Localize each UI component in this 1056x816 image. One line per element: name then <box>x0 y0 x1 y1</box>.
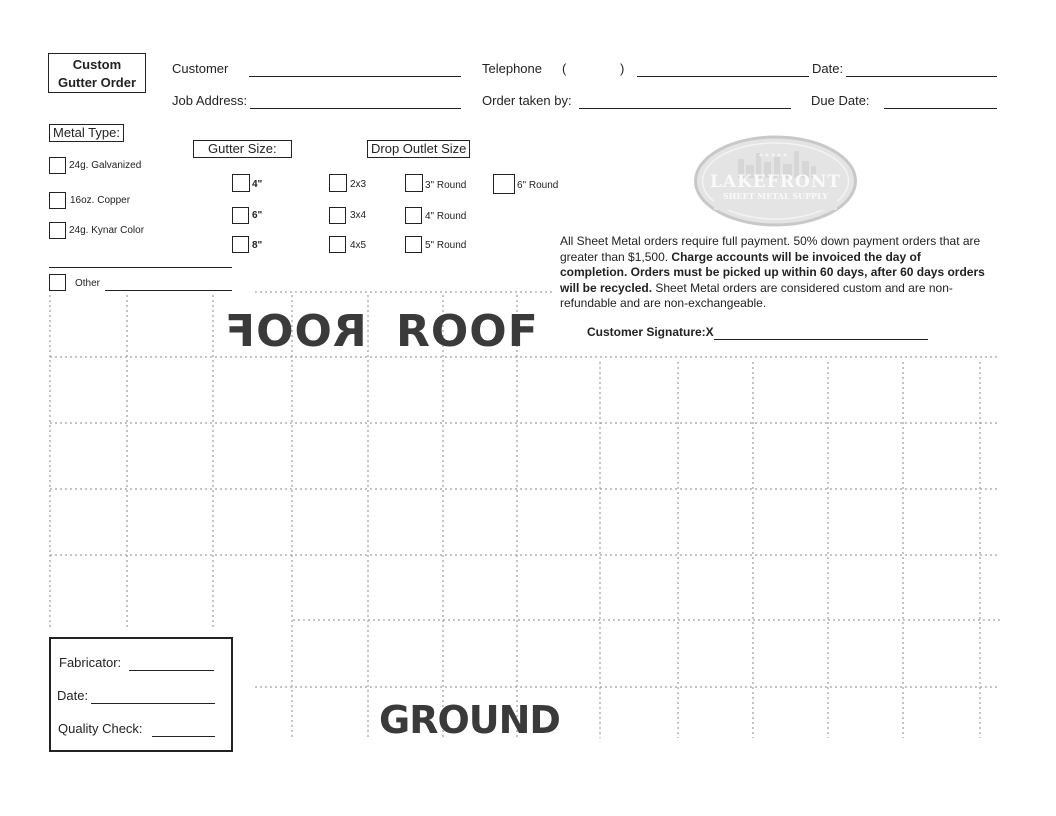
lakefront-logo <box>694 135 857 227</box>
gutter-4in-label: 4" <box>252 179 263 190</box>
form-title-line1: Custom <box>72 57 122 72</box>
order-taken-field[interactable] <box>579 108 791 109</box>
due-date-label: Due Date: <box>811 93 870 108</box>
gutter-6in-label: 6" <box>252 210 263 221</box>
fabricator-label: Fabricator: <box>59 655 122 670</box>
customer-signature-field[interactable] <box>714 339 928 340</box>
gutter-4in-checkbox[interactable] <box>232 174 250 192</box>
job-address-label: Job Address: <box>172 93 248 108</box>
outlet-6round-checkbox[interactable] <box>493 174 515 194</box>
quality-check-field[interactable] <box>152 736 215 737</box>
metal-other-checkbox[interactable] <box>49 274 66 291</box>
date-field[interactable] <box>846 76 997 77</box>
outlet-5round-checkbox[interactable] <box>405 236 422 253</box>
notice-part2: Sheet Metal orders are considered custom and are non-refundable and are non-exchangeable. <box>560 280 953 310</box>
ground-label: GROUND <box>379 698 560 742</box>
telephone-paren-open: ( <box>562 61 567 76</box>
due-date-field[interactable] <box>884 108 997 109</box>
fab-date-field[interactable] <box>91 703 215 704</box>
roof-label: ROOF <box>396 306 539 357</box>
metal-kynar-checkbox[interactable] <box>49 222 66 239</box>
gutter-6in-checkbox[interactable] <box>232 207 249 224</box>
gutter-size-heading: Gutter Size: <box>193 140 292 158</box>
metal-kynar-label: 24g. Kynar Color <box>69 225 145 236</box>
metal-other-label: Other <box>75 278 101 289</box>
notice-part1: All Sheet Metal orders require full payment. 50% down payment orders that are greater than $1,500. <box>560 234 981 264</box>
fab-date-label: Date: <box>57 688 89 703</box>
form-title-line2: Gutter Order <box>57 75 136 90</box>
outlet-3round-label: 3" Round <box>425 180 467 191</box>
date-label: Date: <box>812 61 844 76</box>
outlet-4round-label: 4" Round <box>425 211 467 222</box>
outlet-2x3-checkbox[interactable] <box>329 174 347 192</box>
quality-check-label: Quality Check: <box>58 721 143 736</box>
outlet-3x4-checkbox[interactable] <box>329 207 346 224</box>
gutter-8in-checkbox[interactable] <box>232 236 249 253</box>
roof-label-mirrored: ROOF <box>224 306 367 357</box>
customer-signature-label: Customer Signature:X <box>587 325 714 339</box>
metal-other-field[interactable] <box>105 290 232 291</box>
telephone-label: Telephone <box>482 61 542 76</box>
outlet-3round-checkbox[interactable] <box>405 174 423 192</box>
customer-label: Customer <box>172 61 229 76</box>
metal-galvanized-label: 24g. Galvanized <box>69 160 142 171</box>
logo-name: LAKEFRONT <box>709 172 842 192</box>
logo-subtitle: SHEET METAL SUPPLY <box>723 191 828 201</box>
metal-custom-field[interactable] <box>49 267 232 268</box>
outlet-4x5-checkbox[interactable] <box>329 236 346 253</box>
outlet-4x5-label: 4x5 <box>350 240 367 251</box>
drop-outlet-heading: Drop Outlet Size <box>367 140 470 158</box>
outlet-2x3-label: 2x3 <box>350 179 367 190</box>
job-address-field[interactable] <box>250 108 461 109</box>
notice-bold: Charge accounts will be invoiced the day of completion. Orders must be picked up within 60 days, after 60 days orders will be recycled. <box>560 249 985 295</box>
metal-type-heading: Metal Type: <box>49 124 124 142</box>
metal-galvanized-checkbox[interactable] <box>49 157 66 174</box>
payment-notice <box>560 234 985 312</box>
form-title-box <box>48 53 146 93</box>
metal-copper-checkbox[interactable] <box>49 192 66 209</box>
fabricator-field[interactable] <box>129 670 214 671</box>
outlet-6round-label: 6" Round <box>517 180 559 191</box>
telephone-paren-close: ) <box>620 61 625 76</box>
gutter-8in-label: 8" <box>252 240 263 251</box>
order-taken-label: Order taken by: <box>482 93 572 108</box>
customer-field[interactable] <box>249 76 461 77</box>
metal-copper-label: 16oz. Copper <box>70 195 131 206</box>
telephone-field[interactable] <box>637 76 809 77</box>
outlet-4round-checkbox[interactable] <box>405 207 422 224</box>
outlet-5round-label: 5" Round <box>425 240 467 251</box>
outlet-3x4-label: 3x4 <box>350 210 367 221</box>
